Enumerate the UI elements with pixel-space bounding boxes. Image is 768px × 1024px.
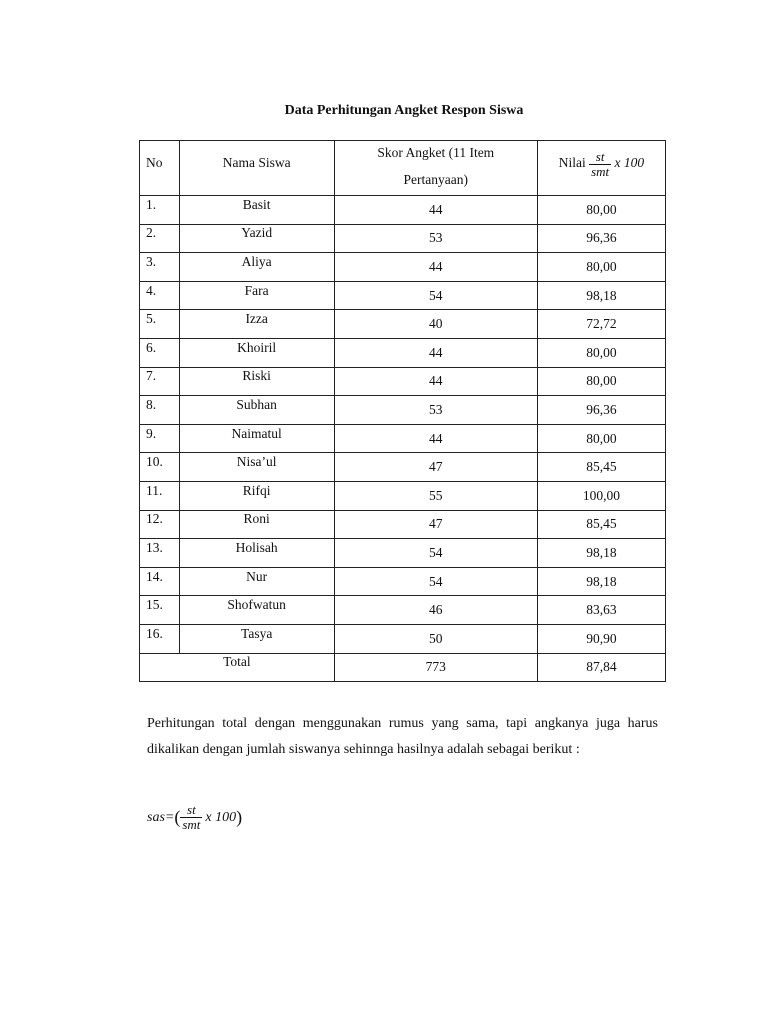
cell-nama: Nur — [179, 567, 334, 596]
cell-nama: Izza — [179, 310, 334, 339]
table-row — [140, 281, 666, 310]
cell-skor: 44 — [334, 196, 537, 225]
table-row — [140, 338, 666, 367]
nilai-fraction — [589, 150, 611, 179]
cell-nilai: 98,18 — [537, 539, 665, 568]
cell-skor: 44 — [334, 367, 537, 396]
formula-open-paren: ( — [174, 807, 181, 827]
cell-skor: 54 — [334, 539, 537, 568]
cell-nilai: 80,00 — [537, 253, 665, 282]
formula-fraction — [180, 803, 202, 832]
page-title: Data Perhitungan Angket Respon Siswa — [284, 103, 524, 118]
cell-no: 10. — [140, 453, 180, 482]
cell-no: 4. — [140, 281, 180, 310]
header-skor-angket — [334, 141, 537, 196]
table-row — [140, 567, 666, 596]
header-no: No — [140, 141, 180, 196]
cell-no: 12. — [140, 510, 180, 539]
cell-nama: Shofwatun — [179, 596, 334, 625]
table-total-row — [140, 653, 666, 682]
table-row — [140, 624, 666, 653]
table-row — [140, 367, 666, 396]
cell-no: 2. — [140, 224, 180, 253]
table-header-row — [140, 141, 666, 196]
formula-lhs: sas= — [147, 809, 175, 825]
table-row — [140, 224, 666, 253]
cell-nama: Nisa’ul — [179, 453, 334, 482]
cell-nilai: 80,00 — [537, 367, 665, 396]
formula-close-paren: ) — [236, 807, 243, 827]
cell-nilai: 96,36 — [537, 224, 665, 253]
cell-skor: 40 — [334, 310, 537, 339]
cell-nilai: 90,90 — [537, 624, 665, 653]
cell-no: 14. — [140, 567, 180, 596]
header-skor-line1: Skor Angket (11 Item — [377, 145, 495, 160]
cell-nilai: 85,45 — [537, 453, 665, 482]
total-skor: 773 — [334, 653, 537, 682]
cell-nilai: 96,36 — [537, 396, 665, 425]
cell-nama: Yazid — [179, 224, 334, 253]
cell-skor: 44 — [334, 424, 537, 453]
table-row — [140, 253, 666, 282]
cell-no: 13. — [140, 539, 180, 568]
table-row — [140, 539, 666, 568]
cell-skor: 47 — [334, 453, 537, 482]
cell-nama: Holisah — [179, 539, 334, 568]
cell-skor: 54 — [334, 281, 537, 310]
cell-nama: Fara — [179, 281, 334, 310]
student-score-table — [139, 140, 666, 682]
cell-no: 16. — [140, 624, 180, 653]
cell-nilai: 83,63 — [537, 596, 665, 625]
cell-skor: 47 — [334, 510, 537, 539]
cell-nilai: 80,00 — [537, 338, 665, 367]
total-label: Total — [140, 653, 335, 682]
header-skor-line2: Pertanyaan) — [403, 172, 468, 187]
total-nilai: 87,84 — [537, 653, 665, 682]
fraction-numerator: st — [595, 148, 605, 164]
cell-nilai: 85,45 — [537, 510, 665, 539]
table-row — [140, 424, 666, 453]
cell-nama: Roni — [179, 510, 334, 539]
cell-skor: 46 — [334, 596, 537, 625]
table-row — [140, 596, 666, 625]
cell-nilai: 80,00 — [537, 424, 665, 453]
header-nilai-prefix: Nilai — [558, 155, 586, 171]
cell-skor: 50 — [334, 624, 537, 653]
cell-nama: Basit — [179, 196, 334, 225]
cell-skor: 55 — [334, 481, 537, 510]
cell-no: 9. — [140, 424, 180, 453]
formula-tail: x 100 — [205, 809, 237, 825]
explanation-paragraph: Perhitungan total dengan menggunakan rumus yang sama, tapi angkanya juga harus dikalikan dengan jumlah siswanya sehinnga hasilnya adalah sebagai berikut : — [147, 716, 658, 757]
cell-no: 11. — [140, 481, 180, 510]
cell-skor: 53 — [334, 396, 537, 425]
cell-nama: Tasya — [179, 624, 334, 653]
cell-nama: Aliya — [179, 253, 334, 282]
cell-skor: 54 — [334, 567, 537, 596]
formula — [147, 803, 242, 832]
cell-nilai: 100,00 — [537, 481, 665, 510]
table-row — [140, 510, 666, 539]
cell-no: 3. — [140, 253, 180, 282]
cell-nilai: 98,18 — [537, 281, 665, 310]
table-row — [140, 310, 666, 339]
formula-numerator: st — [187, 802, 196, 817]
cell-nilai: 72,72 — [537, 310, 665, 339]
cell-no: 1. — [140, 196, 180, 225]
cell-nama: Riski — [179, 367, 334, 396]
cell-skor: 53 — [334, 224, 537, 253]
cell-nama: Khoiril — [179, 338, 334, 367]
header-nama-siswa: Nama Siswa — [179, 141, 334, 196]
cell-nama: Rifqi — [179, 481, 334, 510]
cell-skor: 44 — [334, 253, 537, 282]
cell-nilai: 98,18 — [537, 567, 665, 596]
cell-skor: 44 — [334, 338, 537, 367]
table-row — [140, 196, 666, 225]
header-nilai — [537, 141, 665, 196]
cell-nilai: 80,00 — [537, 196, 665, 225]
table-row — [140, 481, 666, 510]
cell-nama: Naimatul — [179, 424, 334, 453]
cell-nama: Subhan — [179, 396, 334, 425]
cell-no: 8. — [140, 396, 180, 425]
header-nilai-suffix: x 100 — [614, 155, 645, 171]
table-row — [140, 453, 666, 482]
formula-denominator: smt — [182, 817, 201, 832]
cell-no: 15. — [140, 596, 180, 625]
fraction-denominator: smt — [591, 163, 610, 179]
cell-no: 5. — [140, 310, 180, 339]
cell-no: 6. — [140, 338, 180, 367]
table-row — [140, 396, 666, 425]
cell-no: 7. — [140, 367, 180, 396]
